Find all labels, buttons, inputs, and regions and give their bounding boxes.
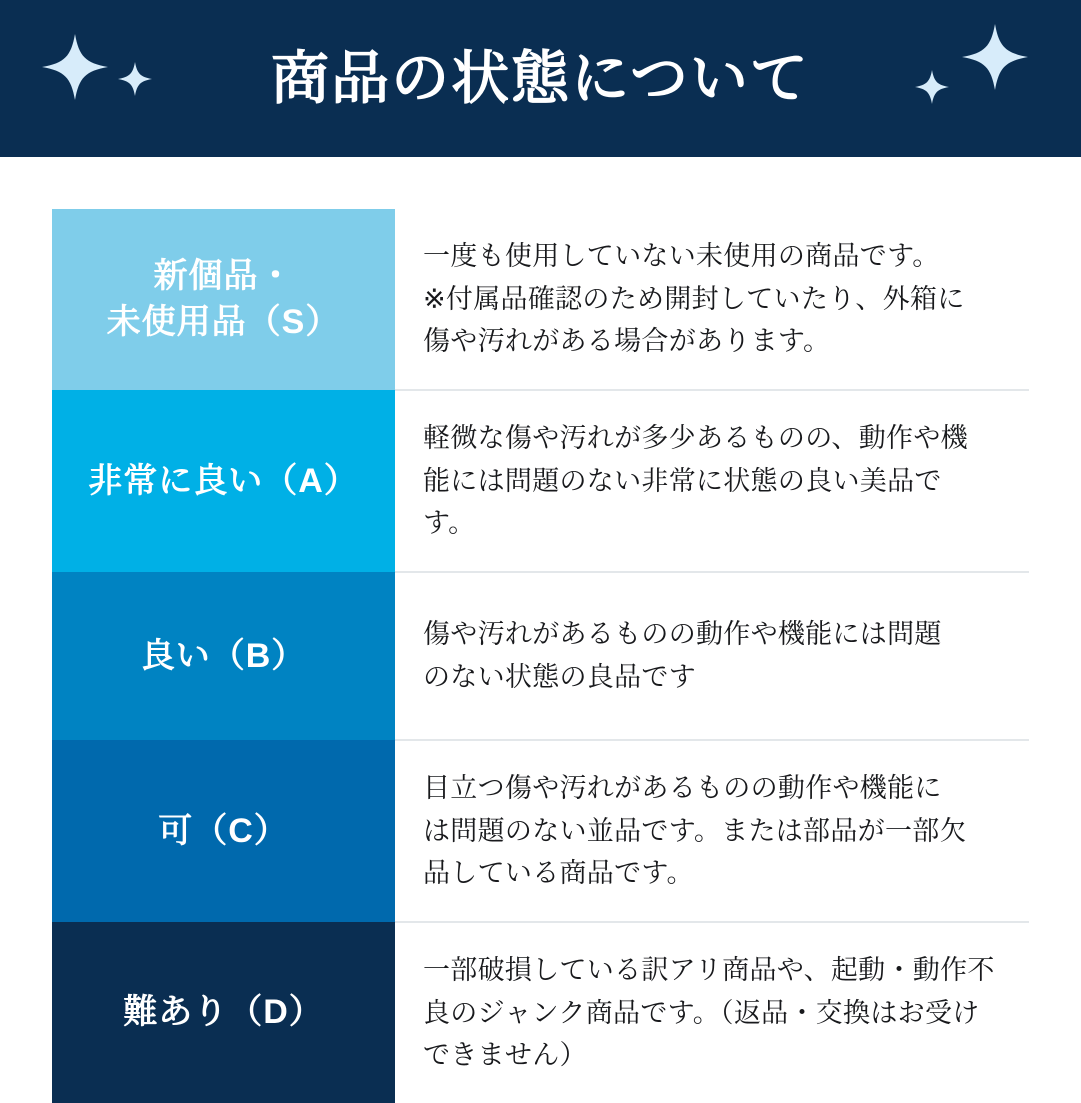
description-line: 一部破損している訳アリ商品や、起動・動作不	[423, 954, 995, 985]
grade-label-c: 可（C）	[52, 740, 395, 922]
table-row	[52, 572, 1029, 740]
page-title: 商品の状態について	[271, 45, 810, 111]
grade-label-s	[52, 209, 395, 390]
description-line: 軽微な傷や汚れが多少あるものの、動作や機	[423, 422, 968, 453]
description-line: す。	[423, 508, 476, 539]
condition-table	[52, 209, 1029, 1103]
description-line: 能には問題のない非常に状態の良い美品で	[423, 465, 942, 496]
description-line: 一度も使用していない未使用の商品です。	[423, 241, 940, 271]
grade-label-a: 非常に良い（A）	[52, 390, 395, 572]
table-row	[52, 922, 1029, 1103]
page-header	[0, 0, 1081, 157]
description-line: 傷や汚れがあるものの動作や機能には問題	[423, 619, 942, 650]
description-line: 傷や汚れがある場合があります。	[423, 326, 831, 357]
description-line: ※付属品確認のため開封していたり、外箱に	[423, 283, 965, 314]
grade-description-d	[395, 922, 1029, 1103]
grade-label-s-line2: 未使用品（S）	[106, 303, 341, 342]
description-line: できません）	[423, 1040, 587, 1071]
grade-description-b	[395, 572, 1029, 740]
condition-table-wrapper	[0, 157, 1081, 1103]
grade-label-s-line1: 新個品・	[153, 257, 294, 296]
description-line: 品している商品です。	[423, 858, 694, 889]
grade-label-b: 良い（B）	[52, 572, 395, 740]
sparkle-icon-small-left	[118, 62, 152, 96]
grade-label-d: 難あり（D）	[52, 922, 395, 1103]
table-row	[52, 740, 1029, 922]
sparkle-icon-large-left	[42, 34, 108, 100]
description-line: 良のジャンク商品です。（返品・交換はお受け	[423, 997, 980, 1028]
grade-description-a	[395, 390, 1029, 572]
grade-description-c	[395, 740, 1029, 922]
table-row	[52, 390, 1029, 572]
description-line: は問題のない並品です。または部品が一部欠	[423, 815, 967, 846]
grade-description-s	[395, 209, 1029, 390]
table-row	[52, 209, 1029, 390]
sparkle-icon-large-right	[920, 24, 1028, 90]
description-line: のない状態の良品です	[423, 661, 696, 692]
description-line: 目立つ傷や汚れがあるものの動作や機能に	[423, 772, 942, 803]
